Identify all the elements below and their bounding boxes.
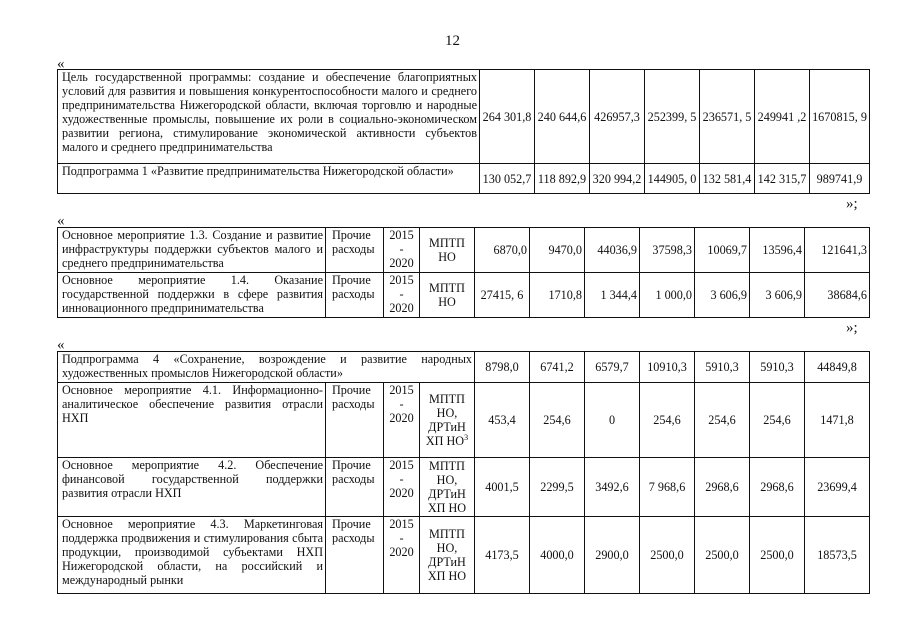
table-row [58,228,870,273]
period-start: 2015 [389,517,414,531]
value-cell: 2900,0 [585,517,640,594]
footnote-mark: 3 [464,432,469,442]
value-cell: 254,6 [695,383,750,458]
value-cell: 2500,0 [750,517,805,594]
period-cell [384,228,420,273]
close-quote: »; [846,196,858,212]
value-cell: 2500,0 [695,517,750,594]
value-cell: 3 606,9 [695,273,750,318]
value-cell: 426957,3 [590,70,645,164]
period-end: 2020 [389,411,414,425]
value-cell: 18573,5 [805,517,870,594]
value-cell: 989741,9 [810,164,870,194]
value-cell: 44036,9 [585,228,640,273]
expense-type: Прочие расходы [326,228,384,273]
value-cell: 10910,3 [640,352,695,383]
value-cell: 1 344,4 [585,273,640,318]
value-cell: 118 892,9 [535,164,590,194]
value-cell: 254,6 [530,383,585,458]
value-cell: 240 644,6 [535,70,590,164]
period-cell [384,458,420,517]
value-cell: 0 [585,383,640,458]
period-cell [384,273,420,318]
value-cell: 6741,2 [530,352,585,383]
activity-name: Основное мероприятие 4.3. Маркетинговая поддержка продвижения и стимулирования сбыта продукции, производимой субъектами НХП Нижегородской области, на российский и международный рынки [58,517,326,594]
value-cell: 10069,7 [695,228,750,273]
period-dash: - [399,472,404,486]
value-cell: 9470,0 [530,228,585,273]
value-cell: 7 968,6 [640,458,695,517]
value-cell: 38684,6 [805,273,870,318]
value-cell: 121641,3 [805,228,870,273]
table-row [58,458,870,517]
value-cell: 8798,0 [475,352,530,383]
value-cell: 2968,6 [695,458,750,517]
value-cell: 4001,5 [475,458,530,517]
activities-table-2 [57,351,870,594]
period-cell [384,517,420,594]
value-cell: 1710,8 [530,273,585,318]
page-number: 12 [445,33,460,49]
value-cell: 249941 ,2 [755,70,810,164]
expense-type: Прочие расходы [326,458,384,517]
value-cell: 1471,8 [805,383,870,458]
expense-type: Прочие расходы [326,273,384,318]
value-cell: 2500,0 [640,517,695,594]
value-cell: 4173,5 [475,517,530,594]
value-cell: 453,4 [475,383,530,458]
value-cell: 264 301,8 [480,70,535,164]
table-row [58,70,870,164]
executor-cell: МПТП НО [420,228,475,273]
table-row [58,352,870,383]
value-cell: 5910,3 [750,352,805,383]
value-cell: 142 315,7 [755,164,810,194]
period-end: 2020 [389,545,414,559]
period-start: 2015 [389,228,414,242]
open-quote: « [57,213,65,229]
activity-name: Основное мероприятие 1.3. Создание и развитие инфраструктуры поддержки субъектов малого и среднего предпринимательства [58,228,326,273]
value-cell: 252399, 5 [645,70,700,164]
value-cell: 13596,4 [750,228,805,273]
value-cell: 144905, 0 [645,164,700,194]
period-end: 2020 [389,486,414,500]
subprogram-name: Подпрограмма 4 «Сохранение, возрождение и развитие народных художественных промыслов Нижегородской области» [58,352,475,383]
table-row [58,164,870,194]
executor-cell: МПТП НО, ДРТиН ХП НО [420,517,475,594]
value-cell: 6579,7 [585,352,640,383]
activities-table-1 [57,227,870,318]
goal-table [57,69,870,194]
value-cell: 27415, 6 [475,273,530,318]
activity-name: Основное мероприятие 1.4. Оказание государственной поддержки в сфере развития инновационного предпринимательства [58,273,326,318]
expense-type: Прочие расходы [326,517,384,594]
value-cell: 236571, 5 [700,70,755,164]
open-quote: « [57,337,65,353]
value-cell: 3 606,9 [750,273,805,318]
period-start: 2015 [389,383,414,397]
subprogram-name: Подпрограмма 1 «Развитие предпринимательства Нижегородской области» [58,164,480,194]
period-end: 2020 [389,301,414,315]
period-dash: - [399,397,404,411]
open-quote: « [57,56,65,72]
value-cell: 4000,0 [530,517,585,594]
value-cell: 23699,4 [805,458,870,517]
period-start: 2015 [389,458,414,472]
activity-name: Основное мероприятие 4.2. Обеспечение финансовой государственной поддержки развития отрасли НХП [58,458,326,517]
value-cell: 254,6 [640,383,695,458]
value-cell: 6870,0 [475,228,530,273]
value-cell: 132 581,4 [700,164,755,194]
activity-name: Основное мероприятие 4.1. Информационно-аналитическое обеспечение развития отрасли НХП [58,383,326,458]
table-row [58,383,870,458]
executor-text: МПТП НО, ДРТиН ХП НО [425,392,466,448]
table-row [58,273,870,318]
period-end: 2020 [389,256,414,270]
executor-cell: МПТП НО, ДРТиН ХП НО [420,458,475,517]
value-cell: 37598,3 [640,228,695,273]
value-cell: 5910,3 [695,352,750,383]
value-cell: 2968,6 [750,458,805,517]
close-quote: »; [846,320,858,336]
value-cell: 44849,8 [805,352,870,383]
value-cell: 130 052,7 [480,164,535,194]
goal-text: Цель государственной программы: создание и обеспечение благоприятных условий для развития и повышения конкурентоспособности малого и среднего предпринимательства Нижегородской области, включая торговлю и народные художественные промыслы, повышение их роли в социально-экономическом развитии региона, стимулирование экономической активности субъектов малого и среднего предпринимательства [58,70,480,164]
value-cell: 320 994,2 [590,164,645,194]
value-cell: 2299,5 [530,458,585,517]
value-cell: 1670815, 9 [810,70,870,164]
executor-cell: МПТП НО [420,273,475,318]
value-cell: 254,6 [750,383,805,458]
period-cell [384,383,420,458]
expense-type: Прочие расходы [326,383,384,458]
value-cell: 3492,6 [585,458,640,517]
period-dash: - [399,531,404,545]
table-row [58,517,870,594]
period-start: 2015 [389,273,414,287]
executor-cell [420,383,475,458]
period-dash: - [399,287,404,301]
value-cell: 1 000,0 [640,273,695,318]
period-dash: - [399,242,404,256]
